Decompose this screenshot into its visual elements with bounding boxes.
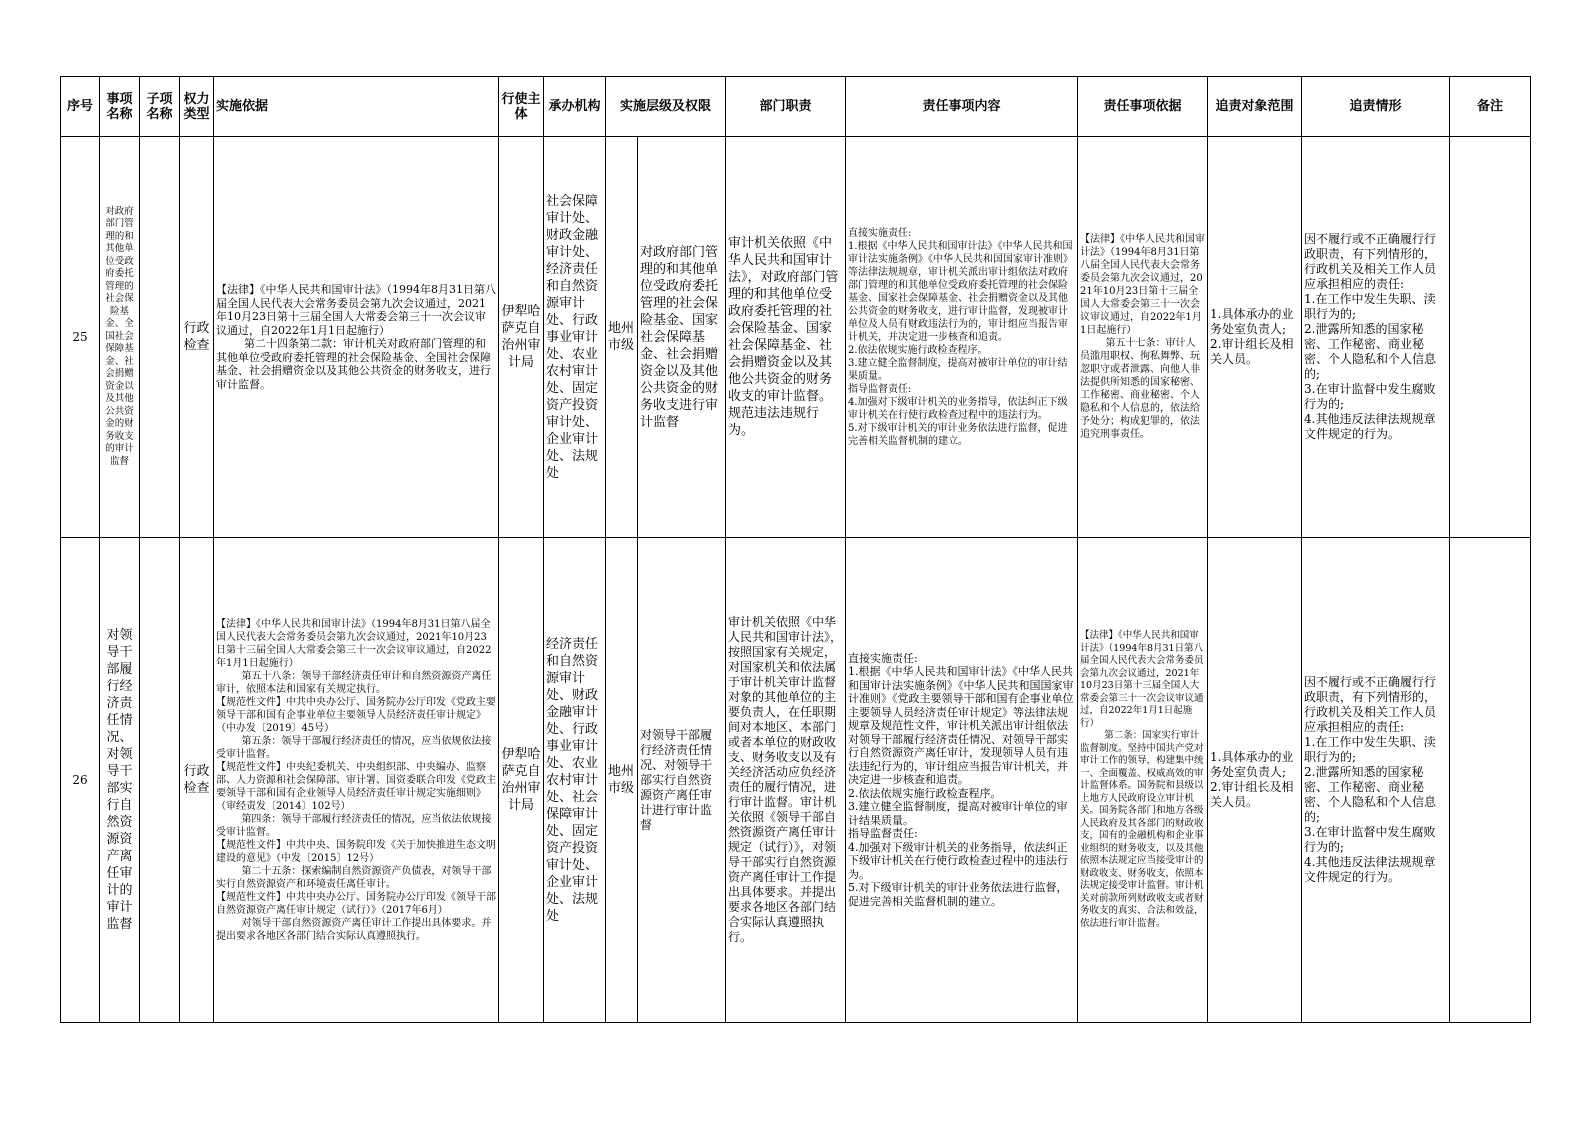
row-agency: 经济责任和自然资源审计处、财政金融审计处、行政事业审计处、农业农村审计处、社会保障审计处、固定资产投资审计处、企业审计处、法规处 bbox=[544, 538, 606, 1023]
row-situation: 因不履行或不正确履行行政职责，有下列情形的，行政机关及相关工作人员应承担相应的责任: 1.在工作中发生失职、渎职行为的; 2.泄露所知悉的国家秘密、工作秘密、商业秘密、个人隐私和个人信息的; 3.在审计监督中发生腐败行为的; 4.其他违反法律法规规章文件规定的行为。 bbox=[1302, 538, 1450, 1023]
row-remark bbox=[1450, 538, 1531, 1023]
header-power-type: 权力类型 bbox=[180, 77, 214, 137]
header-resp-content: 责任事项内容 bbox=[846, 77, 1078, 137]
row-sub-item bbox=[140, 137, 180, 538]
row-power-type: 行政检查 bbox=[180, 538, 214, 1023]
row-resp-basis: 【法律】《中华人民共和国审计法》（1994年8月31日第八届全国人民代表大会常务委员会第九次会议通过，2021年10月23日第十三届全国人大常委会第三十一次会议审议通过，自2022年1月1日起施行） 第二条：国家实行审计监督制度。坚持中国共产党对审计工作的领导，构建集中统一、全面覆盖、权威高效的审计监督体系。国务院和县级以上地方人民政府设立审计机关。国务院各部门和地方各级人民政府及其各部门的财政收支，国有的金融机构和企业事业组织的财务收支，以及其他依照本法规定应当接受审计的财政收支、财务收支，依照本法规定接受审计监督。审计机关对前款所列财政收支或者财务收支的真实、合法和效益，依法进行审计监督。 bbox=[1078, 538, 1208, 1023]
row-duty: 审计机关依照《中华人民共和国审计法》，按照国家有关规定，对国家机关和依法属于审计机关审计监督对象的其他单位的主要负责人，在任职期间对本地区、本部门或者本单位的财政收支、财务收支以及有关经济活动应负经济责任的履行情况，进行审计监督。审计机关依照《领导干部自然资源资产离任审计规定（试行）》，对领导干部实行自然资源资产离任审计工作提出具体要求。并提出要求各地区各部门结合实际认真遵照执行。 bbox=[726, 538, 846, 1023]
header-situation: 追责情形 bbox=[1302, 77, 1450, 137]
row-authority: 对领导干部履行经济责任情况、对领导干部实行自然资源资产离任审计进行审计监督 bbox=[638, 538, 726, 1023]
row-seq: 25 bbox=[61, 137, 100, 538]
row-scope: 1.具体承办的业务处室负责人; 2.审计组长及相关人员。 bbox=[1208, 538, 1302, 1023]
header-remark: 备注 bbox=[1450, 77, 1531, 137]
row-sub-item bbox=[140, 538, 180, 1023]
row-resp-content: 直接实施责任: 1.根据《中华人民共和国审计法》《中华人民共和国审计法实施条例》《中华人民共和国国家审计准则》《党政主要领导干部和国有企事业单位主要领导人员经济责任审计规定》等法律法规规章及规范性文件，审计机关派出审计组依法对领导干部履行经济责任情况、对领导干部实行自然资源资产离任审计，发现领导人员有违法违纪行为的，审计组应当报告审计机关，并决定进一步核查和追责。 2.依法依规实施行政检查程序。 3.建立健全监督制度，提高对被审计单位的审计结果质量。 指导监督责任: 4.加强对下级审计机关的业务指导，依法纠正下级审计机关在行使行政检查过程中的违法行为。 5.对下级审计机关的审计业务依法进行监督，促进完善相关监督机制的建立。 bbox=[846, 538, 1078, 1023]
header-duty: 部门职责 bbox=[726, 77, 846, 137]
row-power-type: 行政检查 bbox=[180, 137, 214, 538]
row-agency: 社会保障审计处、财政金融审计处、经济责任和自然资源审计处、行政事业审计处、农业农村审计处、固定资产投资审计处、企业审计处、法规处 bbox=[544, 137, 606, 538]
row-basis: 【法律】《中华人民共和国审计法》（1994年8月31日第八届全国人民代表大会常务委员会第九次会议通过，2021年10月23日第十三届全国人大常委会第三十一次会议审议通过，自2022年1月1日起施行） 第五十八条：领导干部经济责任审计和自然资源资产离任审计，依照本法和国家有关规定执行。 【规范性文件】中共中央办公厅、国务院办公厅印发《党政主要领导干部和国有企事业单位主要领导人员经济责任审计规定》（中办发〔2019〕45号） 第五条：领导干部履行经济责任的情况，应当依规依法接受审计监督。 【规范性文件】中央纪委机关、中央组织部、中央编办、监察部、人力资源和社会保障部、审计署、国资委联合印发《党政主要领导干部和国有企业领导人员经济责任审计规定实施细则》（审经责发〔2014〕102号） 第四条：领导干部履行经济责任的情况，应当依法依规接受审计监督。 【规范性文件】中共中央、国务院印发《关于加快推进生态文明建设的意见》（中发〔2015〕12号） 第二十五条：探索编制自然资源资产负债表，对领导干部实行自然资源资产和环境责任离任审计。 【规范性文件】中共中央办公厅、国务院办公厅印发《领导干部自然资源资产离任审计规定（试行）》（2017年6月） 对领导干部自然资源资产离任审计工作提出具体要求。并提出要求各地区各部门结合实际认真遵照执行。 bbox=[214, 538, 499, 1023]
header-level: 实施层级及权限 bbox=[606, 77, 726, 137]
row-scope: 1.具体承办的业务处室负责人; 2.审计组长及相关人员。 bbox=[1208, 137, 1302, 538]
row-resp-basis: 【法律】《中华人民共和国审计法》（1994年8月31日第八届全国人民代表大会常务委员会第九次会议通过，2021年10月23日第十三届全国人大常委会第三十一次会议审议通过，自2022年1月1日起施行） 第五十七条：审计人员滥用职权、徇私舞弊、玩忽职守或者泄露、向他人非法提供所知悉的国家秘密、工作秘密、商业秘密、个人隐私和个人信息的，依法给予处分；构成犯罪的，依法追究刑事责任。 bbox=[1078, 137, 1208, 538]
row-level: 地州市级 bbox=[606, 538, 638, 1023]
row-seq: 26 bbox=[61, 538, 100, 1023]
header-scope: 追责对象范围 bbox=[1208, 77, 1302, 137]
header-item-name: 事项名称 bbox=[100, 77, 140, 137]
row-subject: 伊犁哈萨克自治州审计局 bbox=[499, 538, 544, 1023]
row-item-name: 对领导干部履行经济责任情况、对领导干部实行自然资源资产离任审计的审计监督 bbox=[100, 538, 140, 1023]
header-resp-basis: 责任事项依据 bbox=[1078, 77, 1208, 137]
header-agency: 承办机构 bbox=[544, 77, 606, 137]
row-remark bbox=[1450, 137, 1531, 538]
row-subject: 伊犁哈萨克自治州审计局 bbox=[499, 137, 544, 538]
row-duty: 审计机关依照《中华人民共和国审计法》，对政府部门管理的和其他单位受政府委托管理的社会保险基金、国家社会保障基金、社会捐赠资金以及其他公共资金的财务收支的审计监督。规范违法违规行为。 bbox=[726, 137, 846, 538]
row-situation: 因不履行或不正确履行行政职责，有下列情形的，行政机关及相关工作人员应承担相应的责任: 1.在工作中发生失职、渎职行为的; 2.泄露所知悉的国家秘密、工作秘密、商业秘密、个人隐私和个人信息的; 3.在审计监督中发生腐败行为的; 4.其他违反法律法规规章文件规定的行为。 bbox=[1302, 137, 1450, 538]
row-item-name: 对政府部门管理的和其他单位受政府委托管理的社会保险基金、全国社会保障基金、社会捐赠资金以及其他公共资金的财务收支的审计监督 bbox=[100, 137, 140, 538]
table-row bbox=[61, 137, 1531, 538]
table-row bbox=[61, 538, 1531, 1023]
responsibility-table bbox=[60, 76, 1531, 1023]
header-seq: 序号 bbox=[61, 77, 100, 137]
row-authority: 对政府部门管理的和其他单位受政府委托管理的社会保险基金、国家社会保障基金、社会捐赠资金以及其他公共资金的财务收支进行审计监督 bbox=[638, 137, 726, 538]
header-sub-item: 子项名称 bbox=[140, 77, 180, 137]
row-basis: 【法律】《中华人民共和国审计法》（1994年8月31日第八届全国人民代表大会常务委员会第九次会议通过，2021年10月23日第十三届全国人大常委会第三十一次会议审议通过，自2022年1月1日起施行） 第二十四条第二款：审计机关对政府部门管理的和其他单位受政府委托管理的社会保险基金、全国社会保障基金、社会捐赠资金以及其他公共资金的财务收支，进行审计监督。 bbox=[214, 137, 499, 538]
header-row bbox=[61, 77, 1531, 137]
row-resp-content: 直接实施责任: 1.根据《中华人民共和国审计法》《中华人民共和国审计法实施条例》《中华人民共和国国家审计准则》等法律法规规章，审计机关派出审计组依法对政府部门管理的和其他单位受政府委托管理的社会保险基金、国家社会保障基金、社会捐赠资金以及其他公共资金的财务收支，进行审计监督，发现被审计单位及人员有财政违法行为的，审计组应当报告审计机关，并决定进一步核查和追责。 2.依法依规实施行政检查程序。 3.建立健全监督制度，提高对被审计单位的审计结果质量。 指导监督责任: 4.加强对下级审计机关的业务指导，依法纠正下级审计机关在行使行政检查过程中的违法行为。 5.对下级审计机关的审计业务依法进行监督，促进完善相关监督机制的建立。 bbox=[846, 137, 1078, 538]
row-level: 地州市级 bbox=[606, 137, 638, 538]
header-basis: 实施依据 bbox=[214, 77, 499, 137]
header-subject: 行使主体 bbox=[499, 77, 544, 137]
